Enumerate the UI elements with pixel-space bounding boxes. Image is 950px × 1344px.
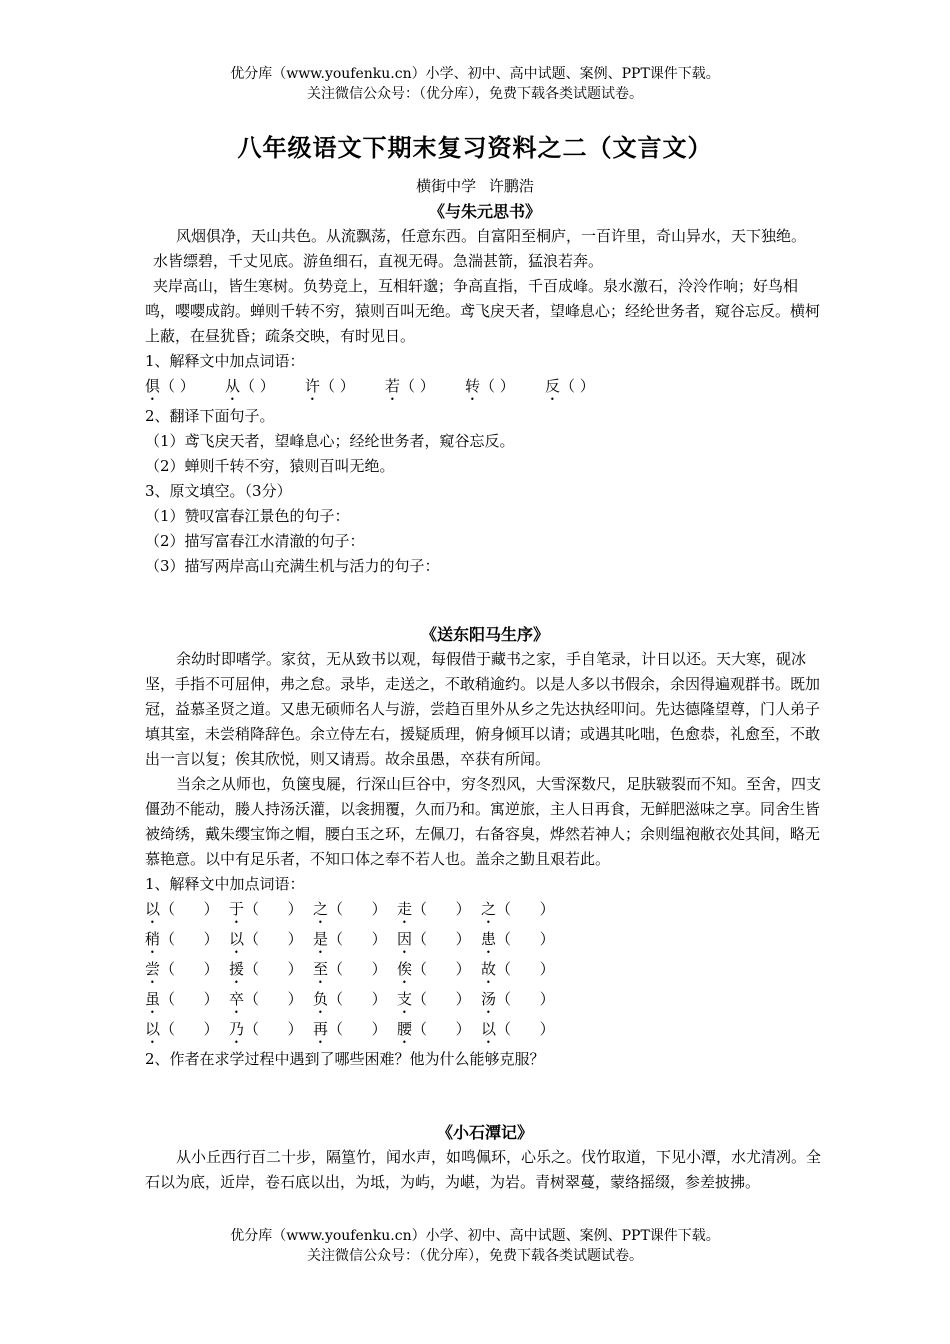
sub-question: （2）描写富春江水清澈的句子： — [145, 532, 365, 550]
section-heading: 《送东阳马生序》 — [420, 625, 549, 644]
vocab-item: 以（ ） — [145, 1020, 219, 1038]
question: 1、解释文中加点词语： — [145, 352, 305, 370]
vocab-item: 许（ ） — [305, 377, 355, 395]
paragraph: 夹岸高山，皆生寒树。负势竞上，互相轩邈；争高直指，千百成峰。泉水激石，泠泠作响；好鸟相鸣，嘤嘤成韵。蝉则千转不穷，猿则百叫无绝。鸢飞戾天者，望峰息心；经纶世务者，窥谷忘反。横柯上蔽，在昼犹昏；疏条交映，有时见日。 — [145, 277, 821, 345]
vocab-item: 俟（ ） — [397, 960, 471, 978]
question: 1、解释文中加点词语： — [145, 875, 305, 893]
vocab-item: 以（ ） — [145, 900, 219, 918]
section-heading: 《与朱元思书》 — [428, 202, 541, 221]
vocab-row — [145, 374, 825, 404]
vocab-item: 以（ ） — [229, 930, 303, 948]
vocab-item: 支（ ） — [397, 990, 471, 1008]
vocab-item: 汤（ ） — [481, 990, 555, 1008]
vocab-item: 乃（ ） — [229, 1020, 303, 1038]
vocab-item: 之（ ） — [313, 900, 387, 918]
vocab-item: 负（ ） — [313, 990, 387, 1008]
paragraph: 当余之从师也，负箧曳屣，行深山巨谷中，穷冬烈风，大雪深数尺，足肤皲裂而不知。至舍，四支僵劲不能动，媵人持汤沃灌，以衾拥覆，久而乃和。寓逆旅，主人日再食，无鲜肥滋味之享。同舍生皆被绮绣，戴朱缨宝饰之帽，腰白玉之环，左佩刀，右备容臭，烨然若神人；余则缊袍敝衣处其间，略无慕艳意。以中有足乐者，不知口体之奉不若人也。盖余之勤且艰若此。 — [145, 775, 822, 868]
section-xiao-shi-tan-ji — [145, 1120, 825, 1195]
paragraph: 余幼时即嗜学。家贫，无从致书以观，每假借于藏书之家，手自笔录，计日以还。天大寒，砚冰坚，手指不可屈伸，弗之怠。录毕，走送之，不敢稍逾约。以是人多以书假余，余因得遍观群书。既加冠，益慕圣贤之道。又患无硕师名人与游，尝趋百里外从乡之先达执经叩问。先达德隆望尊，门人弟子填其室，未尝稍降辞色。余立侍左右，援疑质理，俯身倾耳以请；或遇其叱咄，色愈恭，礼愈至，不敢出一言以复；俟其欣悦，则又请焉。故余虽愚，卒获有所闻。 — [145, 650, 821, 768]
sub-question: （1）鸢飞戾天者，望峰息心；经纶世务者，窥谷忘反。 — [145, 432, 515, 450]
vocab-item: 转（ ） — [465, 377, 515, 395]
page-header — [0, 64, 950, 104]
section-song-dong-yang-ma-sheng-xu — [145, 622, 825, 1072]
vocab-item: 走（ ） — [397, 900, 471, 918]
vocab-item: 至（ ） — [313, 960, 387, 978]
paragraph: 水皆缥碧，千丈见底。游鱼细石，直视无碍。急湍甚箭，猛浪若奔。 — [153, 252, 604, 270]
vocab-item: 于（ ） — [229, 900, 303, 918]
document-author: 横街中学 许鹏浩 — [416, 177, 534, 195]
vocab-item: 患（ ） — [481, 930, 555, 948]
header-line-1: 优分库（www.youfenku.cn）小学、初中、高中试题、案例、PPT课件下载。 — [230, 66, 720, 82]
question: 2、作者在求学过程中遇到了哪些困难？他为什么能够克服？ — [145, 1050, 545, 1068]
sub-question: （3）描写两岸高山充满生机与活力的句子： — [145, 557, 440, 575]
question: 2、翻译下面句子。 — [145, 407, 275, 425]
vocab-item: 以（ ） — [481, 1020, 555, 1038]
vocab-grid — [145, 897, 825, 1047]
vocab-item: 是（ ） — [313, 930, 387, 948]
vocab-item: 再（ ） — [313, 1020, 387, 1038]
vocab-item: 故（ ） — [481, 960, 555, 978]
vocab-item: 援（ ） — [229, 960, 303, 978]
sub-question: （1）赞叹富春江景色的句子： — [145, 507, 350, 525]
footer-line-1: 优分库（www.youfenku.cn）小学、初中、高中试题、案例、PPT课件下载。 — [230, 1228, 720, 1244]
vocab-item: 因（ ） — [397, 930, 471, 948]
vocab-item: 尝（ ） — [145, 960, 219, 978]
header-line-2: 关注微信公众号：（优分库），免费下载各类试题试卷。 — [307, 86, 643, 102]
vocab-item: 反（ ） — [545, 377, 595, 395]
vocab-item: 之（ ） — [481, 900, 555, 918]
sub-question: （2）蝉则千转不穷，猿则百叫无绝。 — [145, 457, 395, 475]
paragraph: 从小丘西行百二十步，隔篁竹，闻水声，如鸣佩环，心乐之。伐竹取道，下见小潭，水尤清冽。全石以为底，近岸，卷石底以出，为坻，为屿，为嵁，为岩。青树翠蔓，蒙络摇缀，参差披拂。 — [145, 1148, 822, 1191]
document-title: 八年级语文下期末复习资料之二（文言文） — [237, 134, 713, 162]
vocab-item: 俱（ ） — [145, 377, 195, 395]
vocab-item: 卒（ ） — [229, 990, 303, 1008]
vocab-item: 若（ ） — [385, 377, 435, 395]
question: 3、原文填空。（3分） — [145, 482, 292, 500]
vocab-item: 虽（ ） — [145, 990, 219, 1008]
footer-line-2: 关注微信公众号：（优分库），免费下载各类试题试卷。 — [307, 1248, 643, 1264]
vocab-item: 腰（ ） — [397, 1020, 471, 1038]
section-yu-zhu-yuan-si-shu — [145, 199, 825, 579]
paragraph: 风烟俱净，天山共色。从流飘荡，任意东西。自富阳至桐庐，一百许里，奇山异水，天下独绝。 — [176, 227, 807, 245]
section-heading: 《小石潭记》 — [436, 1123, 533, 1142]
page-footer — [0, 1226, 950, 1266]
vocab-item: 从（ ） — [225, 377, 275, 395]
vocab-item: 稍（ ） — [145, 930, 219, 948]
